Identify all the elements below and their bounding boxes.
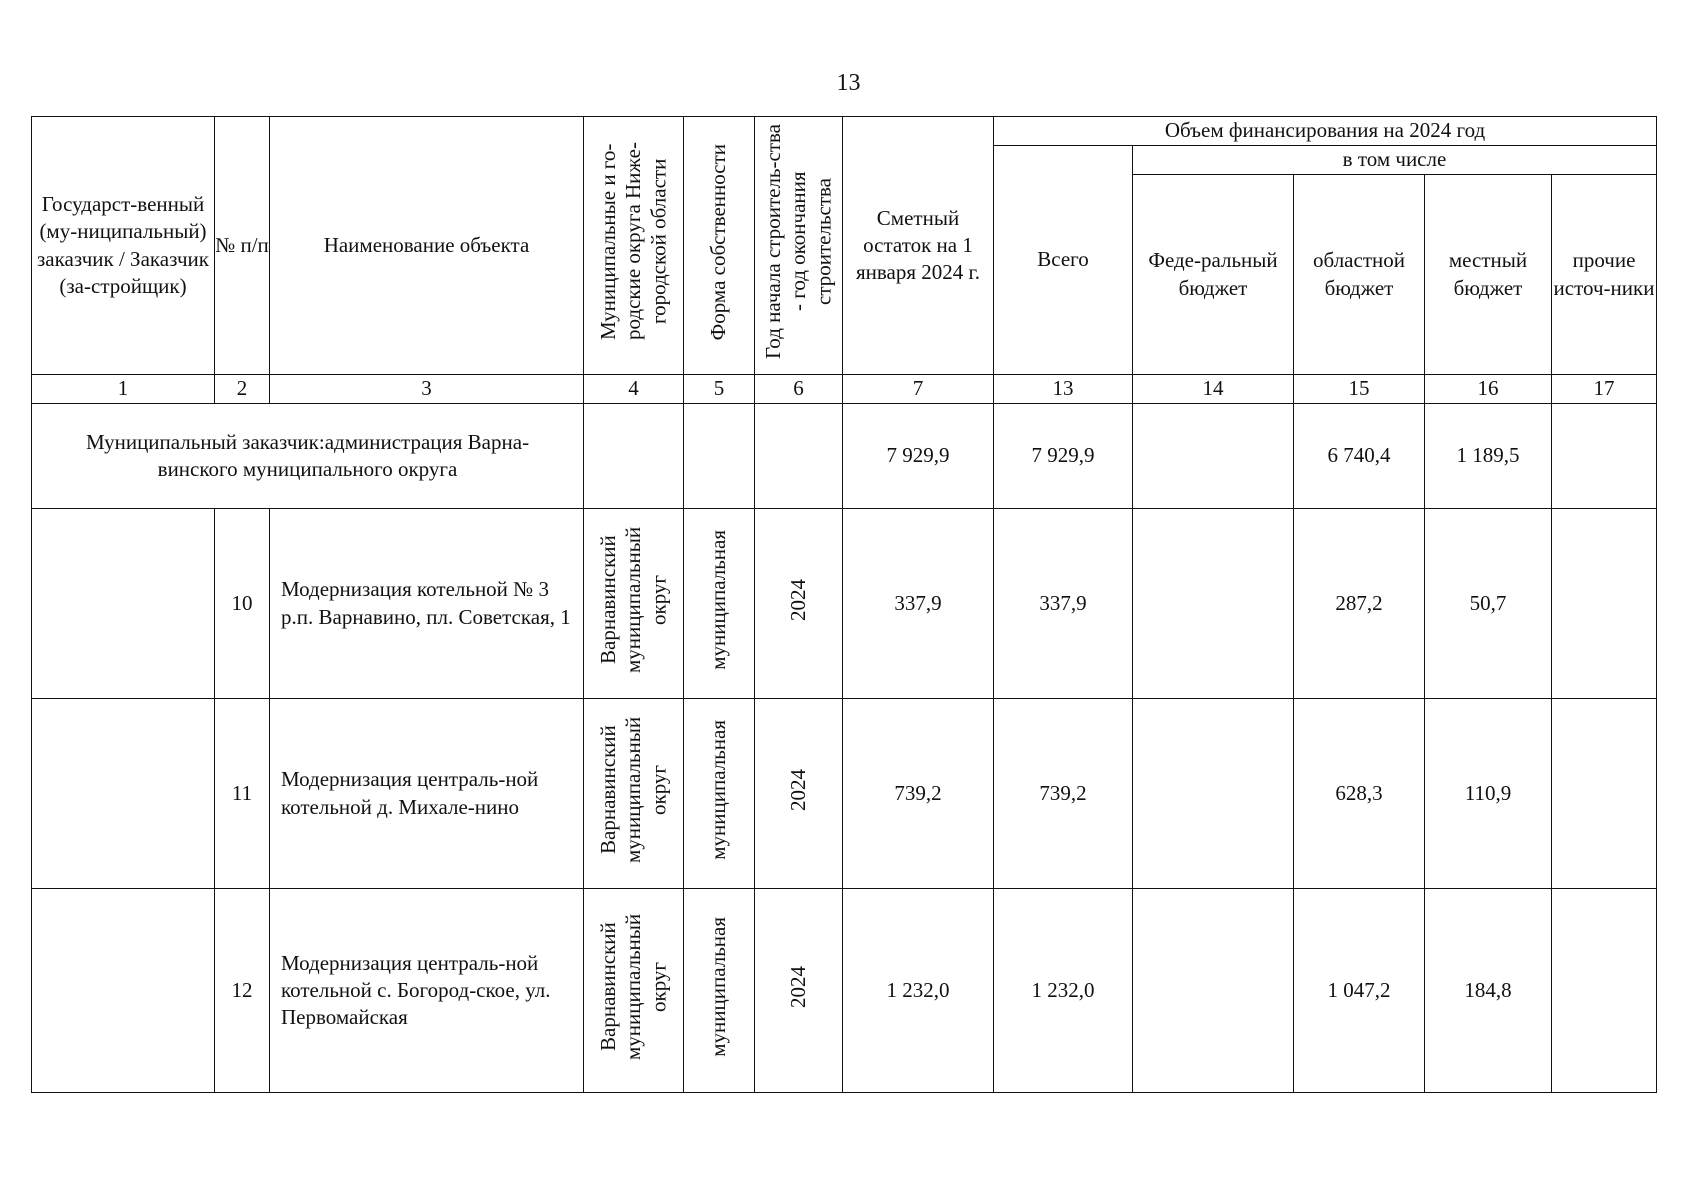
row-other	[1552, 699, 1657, 889]
row-municipality-text: Варнавинский муниципальный округ	[595, 913, 671, 1060]
page-number: 13	[836, 70, 861, 96]
row-ownership	[684, 699, 755, 889]
row-years	[755, 509, 843, 699]
group-years	[755, 404, 843, 509]
row-local: 184,8	[1425, 889, 1552, 1093]
row-years-text: 2024	[785, 578, 810, 621]
row-object-name: Модернизация централь-ной котельной с. Богород-ское, ул. Первомайская	[270, 889, 584, 1093]
header-object-name: Наименование объекта	[270, 117, 584, 375]
row-ownership	[684, 889, 755, 1093]
header-years	[755, 117, 843, 375]
row-years-text: 2024	[785, 768, 810, 811]
table-row	[32, 699, 1657, 889]
column-number: 16	[1425, 375, 1552, 404]
row-number: 10	[215, 509, 270, 699]
header-federal: Феде-ральный бюджет	[1133, 175, 1294, 375]
row-regional: 628,3	[1294, 699, 1425, 889]
row-total: 739,2	[994, 699, 1133, 889]
group-total: 7 929,9	[994, 404, 1133, 509]
table-row	[32, 889, 1657, 1093]
row-customer	[32, 699, 215, 889]
column-number: 3	[270, 375, 584, 404]
header-municipality	[584, 117, 684, 375]
group-title-text: Муниципальный заказчик:администрация Варна-винского муниципального округа	[85, 429, 530, 481]
column-number: 7	[843, 375, 994, 404]
row-number: 11	[215, 699, 270, 889]
header-estimate: Сметный остаток на 1 января 2024 г.	[843, 117, 994, 375]
row-object-name: Модернизация централь-ной котельной д. Михале-нино	[270, 699, 584, 889]
row-federal	[1133, 699, 1294, 889]
row-local: 50,7	[1425, 509, 1552, 699]
column-number: 17	[1552, 375, 1657, 404]
header-other: прочие источ-ники	[1552, 175, 1657, 375]
header-regional: областной бюджет	[1294, 175, 1425, 375]
header-number: № п/п	[215, 117, 270, 375]
row-estimate: 1 232,0	[843, 889, 994, 1093]
group-local: 1 189,5	[1425, 404, 1552, 509]
row-years	[755, 699, 843, 889]
row-federal	[1133, 889, 1294, 1093]
row-other	[1552, 889, 1657, 1093]
header-ownership	[684, 117, 755, 375]
group-municipality	[584, 404, 684, 509]
row-total: 337,9	[994, 509, 1133, 699]
header-customer: Государст-венный (му-ниципальный) заказчик / Заказчик (за-стройщик)	[32, 117, 215, 375]
group-title	[32, 404, 584, 509]
column-number: 13	[994, 375, 1133, 404]
column-number: 4	[584, 375, 684, 404]
group-estimate: 7 929,9	[843, 404, 994, 509]
group-federal	[1133, 404, 1294, 509]
table-row	[32, 509, 1657, 699]
column-number: 6	[755, 375, 843, 404]
column-number: 1	[32, 375, 215, 404]
row-regional: 1 047,2	[1294, 889, 1425, 1093]
row-customer	[32, 509, 215, 699]
group-regional: 6 740,4	[1294, 404, 1425, 509]
row-number: 12	[215, 889, 270, 1093]
group-other	[1552, 404, 1657, 509]
row-municipality	[584, 509, 684, 699]
row-total: 1 232,0	[994, 889, 1133, 1093]
row-estimate: 739,2	[843, 699, 994, 889]
row-years	[755, 889, 843, 1093]
row-estimate: 337,9	[843, 509, 994, 699]
column-number: 14	[1133, 375, 1294, 404]
row-ownership-text: муниципальная	[706, 916, 731, 1057]
row-object-name: Модернизация котельной № 3 р.п. Варнавино, пл. Советская, 1	[270, 509, 584, 699]
row-municipality	[584, 699, 684, 889]
row-ownership-text: муниципальная	[706, 529, 731, 670]
header-ownership-text: Форма собственности	[706, 143, 731, 341]
column-number: 2	[215, 375, 270, 404]
row-municipality-text: Варнавинский муниципальный округ	[595, 716, 671, 863]
row-municipality-text: Варнавинский муниципальный округ	[595, 526, 671, 673]
header-financing: Объем финансирования на 2024 год	[994, 117, 1657, 146]
row-ownership	[684, 509, 755, 699]
row-ownership-text: муниципальная	[706, 719, 731, 860]
row-local: 110,9	[1425, 699, 1552, 889]
row-years-text: 2024	[785, 965, 810, 1008]
group-ownership	[684, 404, 755, 509]
column-number: 15	[1294, 375, 1425, 404]
header-local: местный бюджет	[1425, 175, 1552, 375]
header-including: в том числе	[1133, 146, 1657, 175]
row-federal	[1133, 509, 1294, 699]
header-total: Всего	[994, 146, 1133, 375]
row-regional: 287,2	[1294, 509, 1425, 699]
financing-table	[31, 116, 1657, 1093]
row-municipality	[584, 889, 684, 1093]
group-row	[32, 404, 1657, 509]
header-years-text: Год начала строитель-ства - год окончания строительства	[760, 124, 836, 360]
column-number: 5	[684, 375, 755, 404]
row-other	[1552, 509, 1657, 699]
row-customer	[32, 889, 215, 1093]
header-municipality-text: Муниципальные и го-родские округа Ниже-городской области	[595, 142, 671, 341]
